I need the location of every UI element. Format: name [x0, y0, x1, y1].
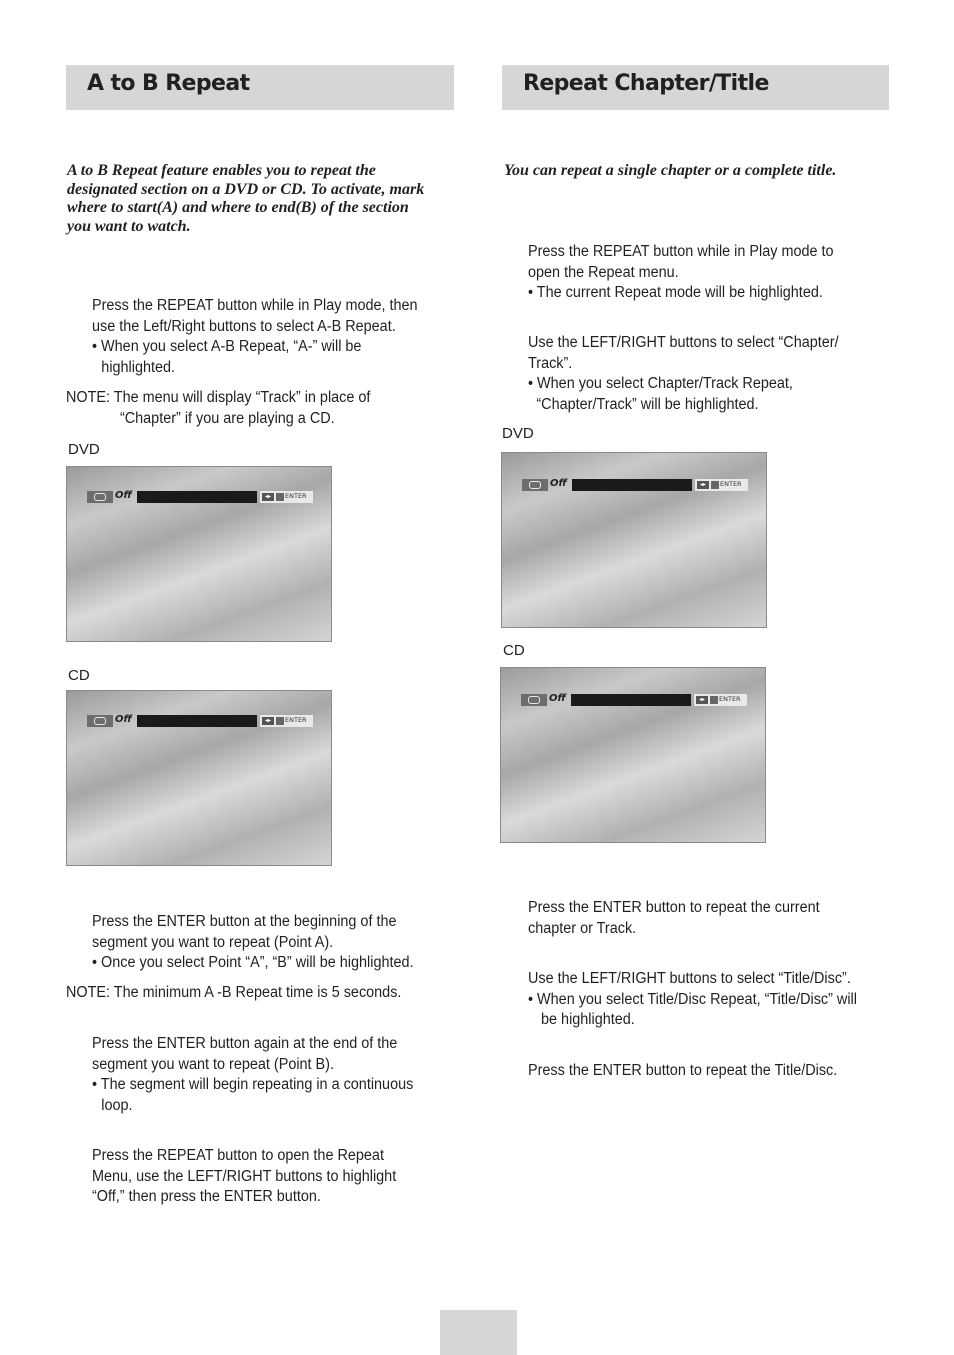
enter-icon	[276, 493, 284, 501]
nav-hint: ◂▸ ENTER	[695, 479, 748, 491]
nav-hint: ◂▸ ENTER	[694, 694, 747, 706]
ct-step-4: Use the LEFT/RIGHT buttons to select “Title/Disc”. • When you select Title/Disc Repeat, “Title/Disc” will be highlighted.	[528, 970, 857, 1028]
ab-note-1: NOTE: The menu will display “Track” in place of “Chapter” if you are playing a CD.	[66, 389, 371, 427]
ab-note-2: NOTE: The minimum A -B Repeat time is 5 seconds.	[66, 984, 402, 1001]
nav-hint: ◂▸ ENTER	[260, 491, 313, 503]
repeat-icon	[522, 479, 548, 491]
repeat-mode-bar	[571, 694, 691, 706]
section-heading-repeat-chapter-title	[502, 65, 889, 110]
section-heading-ab-repeat	[66, 65, 454, 110]
repeat-icon	[87, 491, 113, 503]
page-number-box	[440, 1310, 517, 1355]
cd-label: CD	[503, 642, 525, 659]
heading-text: Repeat Chapter/Title	[523, 71, 769, 96]
cd-osd-screen	[500, 667, 766, 843]
off-indicator: Off	[115, 490, 132, 501]
ct-step-5: Press the ENTER button to repeat the Title/Disc.	[528, 1062, 838, 1079]
ab-step-2: Press the ENTER button at the beginning of the segment you want to repeat (Point A). • Once you select Point “A”, “B” will be highlighted.	[92, 913, 414, 971]
ab-step-3: Press the ENTER button again at the end of the segment you want to repeat (Point B). • The segment will begin repeating in a continuous loop.	[92, 1035, 414, 1114]
nav-hint: ◂▸ ENTER	[260, 715, 313, 727]
ab-repeat-intro: A to B Repeat feature enables you to repeat the designated section on a DVD or CD. To activate, mark where to start(A) and where to end(B) of the section you want to watch.	[67, 162, 425, 235]
repeat-mode-bar	[137, 715, 257, 727]
enter-icon	[711, 481, 719, 489]
dvd-osd-screen	[66, 466, 332, 642]
cd-label: CD	[68, 667, 90, 684]
repeat-icon	[87, 715, 113, 727]
ct-step-1: Press the REPEAT button while in Play mode to open the Repeat menu. • The current Repeat mode will be highlighted.	[528, 243, 834, 301]
repeat-icon	[521, 694, 547, 706]
cd-osd-screen	[66, 690, 332, 866]
chapter-title-intro: You can repeat a single chapter or a complete title.	[504, 162, 837, 179]
heading-text: A to B Repeat	[87, 71, 250, 96]
off-indicator: Off	[549, 693, 566, 704]
enter-icon	[276, 717, 284, 725]
repeat-osd-bar	[521, 694, 747, 706]
left-right-arrows-icon: ◂▸	[697, 481, 709, 489]
enter-icon	[710, 696, 718, 704]
repeat-mode-bar	[572, 479, 692, 491]
repeat-osd-bar	[522, 479, 748, 491]
ab-step-1: Press the REPEAT button while in Play mode, then use the Left/Right buttons to select A-B Repeat. • When you select A-B Repeat, “A-” will be highlighted.	[92, 297, 418, 376]
left-right-arrows-icon: ◂▸	[696, 696, 708, 704]
ct-step-3: Press the ENTER button to repeat the current chapter or Track.	[528, 899, 820, 937]
dvd-osd-screen	[501, 452, 767, 628]
repeat-osd-bar	[87, 715, 313, 727]
ct-step-2: Use the LEFT/RIGHT buttons to select “Chapter/ Track”. • When you select Chapter/Track Repeat, “Chapter/Track” will be highlighted.	[528, 334, 839, 413]
left-right-arrows-icon: ◂▸	[262, 717, 274, 725]
repeat-mode-bar	[137, 491, 257, 503]
repeat-osd-bar	[87, 491, 313, 503]
ab-step-4: Press the REPEAT button to open the Repeat Menu, use the LEFT/RIGHT buttons to highlight “Off,” then press the ENTER button.	[92, 1147, 397, 1205]
left-right-arrows-icon: ◂▸	[262, 493, 274, 501]
off-indicator: Off	[115, 714, 132, 725]
dvd-label: DVD	[502, 425, 534, 442]
dvd-label: DVD	[68, 441, 100, 458]
off-indicator: Off	[550, 478, 567, 489]
